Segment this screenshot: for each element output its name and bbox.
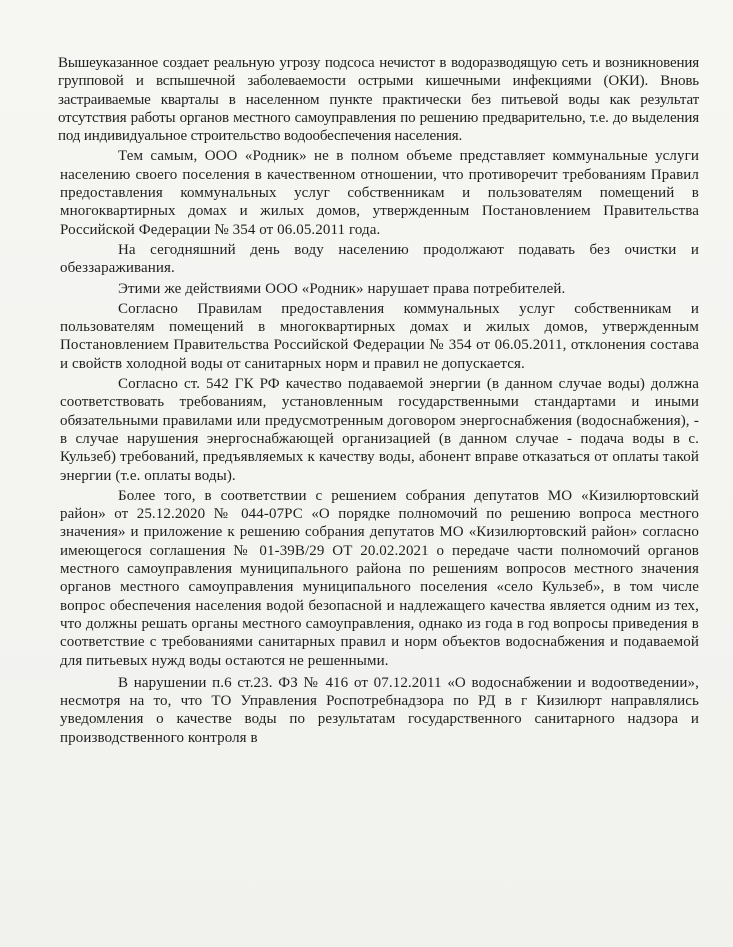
paragraph-3: На сегодняшний день воду населению продолжают подавать без очистки и обеззараживания. bbox=[60, 241, 699, 277]
paragraph-7: Более того, в соответствии с решением собрания депутатов МО «Кизилюртовский район» от 25.12.2020 № 044-07РС «О порядке полномочий по решению вопроса местного значения» и приложение к решению собрания депутатов МО «Кизилюртовский район» согласно имеющегося соглашения № 01-39В/29 ОТ 20.02.2021 о передаче части полномочий органов местного самоуправления муниципального района по решениям вопросов местного значения органов местного самоуправления муниципального поселения «село Кульзеб», в том числе вопрос обеспечения населения водой безопасной и надлежащего качества является одним из тех, что должны решать органы местного самоуправления, однако из года в год вопросы приведения в соответствие с требованиями санитарных правил и норм объектов водоснабжения и подаваемой для питьевых нужд воды остаются не решенными. bbox=[60, 487, 699, 669]
paragraph-4: Этими же действиями ООО «Родник» нарушает права потребителей. bbox=[118, 280, 566, 297]
paragraph-2: Тем самым, ООО «Родник» не в полном объеме представляет коммунальные услуги населению своего поселения в качественном отношении, что противоречит требованиям Правил предоставления коммунальных услуг собственникам и пользователям помещений в многоквартирных домах и жилых домов, утвержденным Постановлением Правительства Российской Федерации № 354 от 06.05.2011 года. bbox=[60, 148, 699, 238]
paragraph-8: В нарушении п.6 ст.23. ФЗ № 416 от 07.12.2011 «О водоснабжении и водоотведении», несмотря на то, что ТО Управления Роспотребнадзора по РД в г Кизилюрт направлялись уведомления о качестве воды по результатам государственного санитарного надзора и производственного контроля в bbox=[60, 674, 699, 746]
paragraph-5: Согласно Правилам предоставления коммунальных услуг собственникам и пользователям помещений в многоквартирных домах и жилых домов, утвержденным Постановлением Правительства Российской Федерации № 354 от 06.05.2011, отклонения состава и свойств холодной воды от санитарных норм и правил не допускается. bbox=[60, 300, 699, 372]
paragraph-6: Согласно ст. 542 ГК РФ качество подаваемой энергии (в данном случае воды) должна соответствовать требованиям, установленным государственными стандартами и иными обязательными правилами или предусмотренным договором энергоснабжения (водоснабжения), - в случае нарушения энергоснабжающей организацией (в данном случае - подача воды в с. Кульзеб) требований, предъявляемых к качеству воды, абонент вправе отказаться от оплаты такой энергии (т.е. оплаты воды). bbox=[60, 376, 699, 484]
paragraph-1: Вышеуказанное создает реальную угрозу подсоса нечистот в водоразводящую сеть и возникновения групповой и вспышечной заболеваемости острыми кишечными инфекциями (ОКИ). Вновь застраиваемые кварталы в населенном пункте практически без питьевой воды как результат отсутствия работы органов местного самоуправления по решению предварительно, т.е. до выделения под индивидуальное строительство водообеспечения населения. bbox=[58, 55, 699, 145]
